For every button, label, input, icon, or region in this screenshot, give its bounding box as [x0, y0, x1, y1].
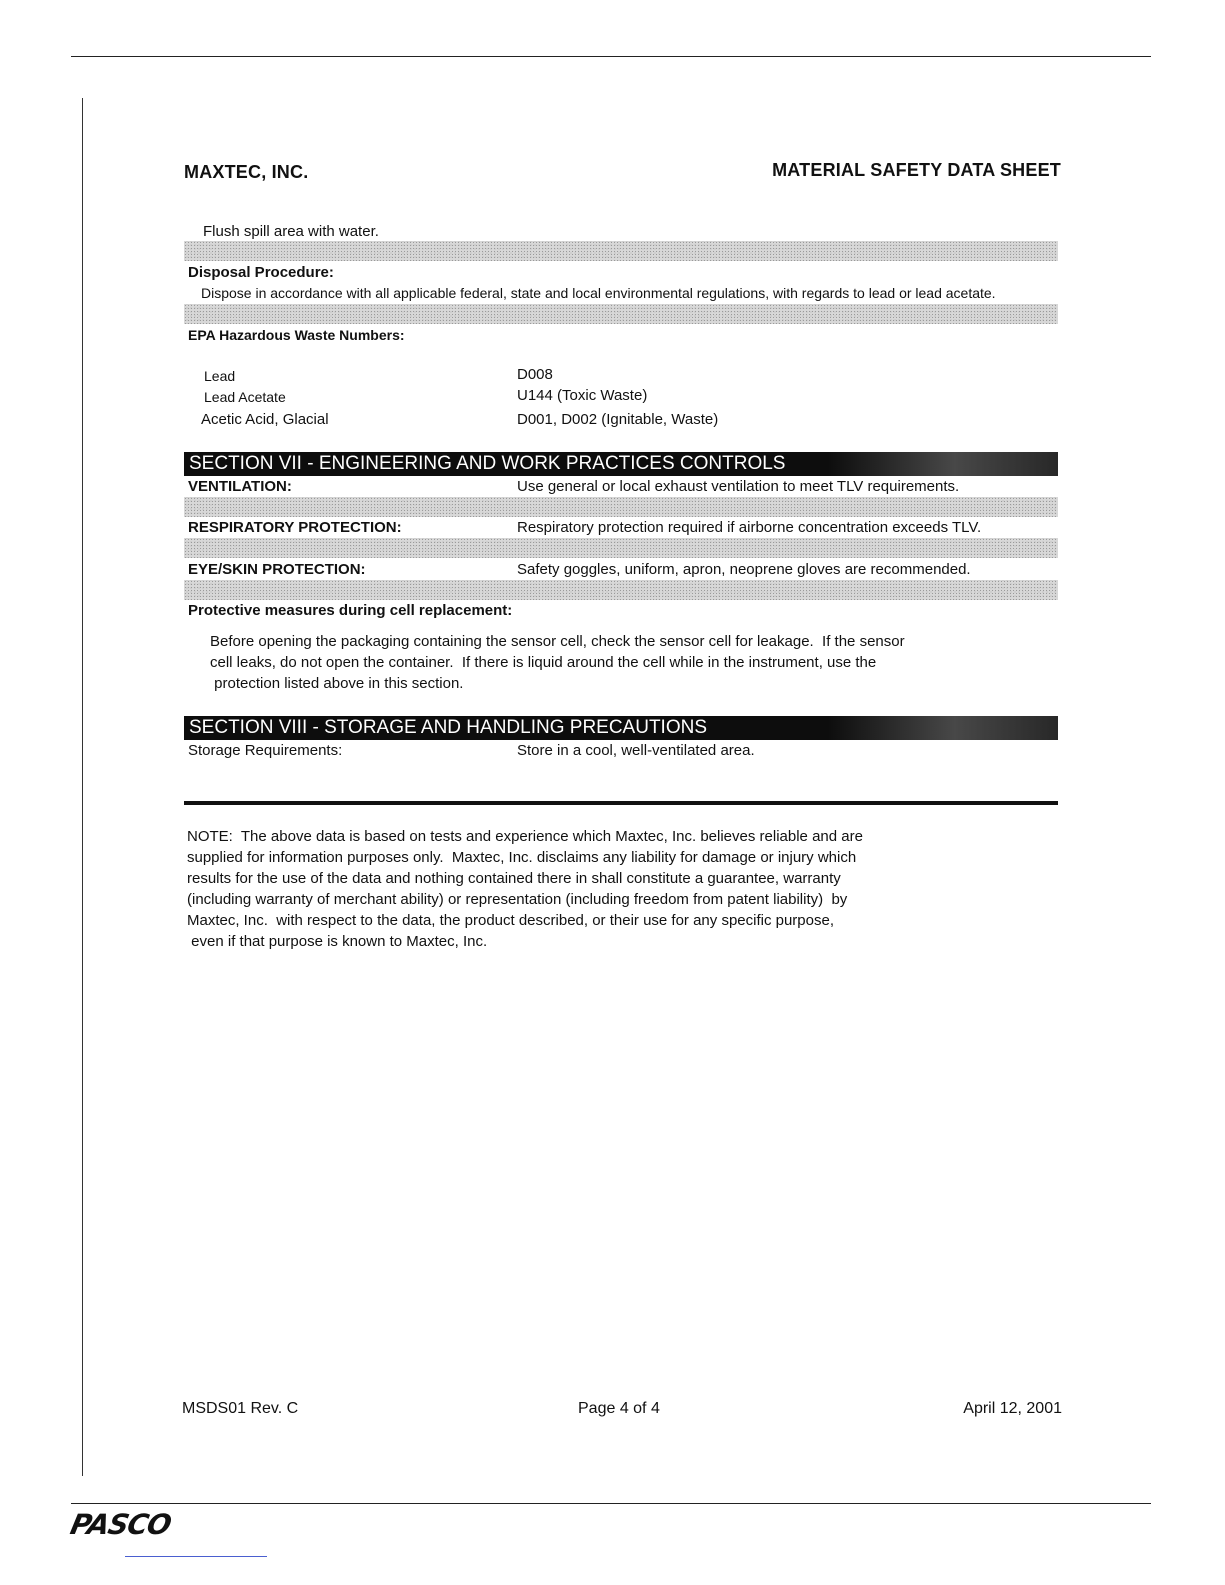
- bottom-rule: [71, 1503, 1151, 1504]
- header-fade: [828, 452, 1058, 476]
- note-line: supplied for information purposes only. Maxtec, Inc. disclaims any liability for damage or injury which: [187, 849, 857, 866]
- eye-skin-value: Safety goggles, uniform, apron, neoprene gloves are recommended.: [517, 561, 971, 578]
- epa-row-code: U144 (Toxic Waste): [517, 387, 648, 404]
- top-rule: [71, 56, 1151, 57]
- epa-heading: EPA Hazardous Waste Numbers:: [188, 327, 405, 343]
- epa-row-code: D008: [517, 366, 553, 383]
- protective-line: cell leaks, do not open the container. If there is liquid around the cell while in the instrument, use the: [210, 654, 877, 671]
- protective-line: Before opening the packaging containing the sensor cell, check the sensor cell for leakage. If the sensor: [210, 633, 905, 650]
- note-line: (including warranty of merchant ability) or representation (including freedom from patent liability) by: [187, 891, 848, 908]
- header-fade: [828, 716, 1058, 740]
- note-line: results for the use of the data and nothing contained there in shall constitute a guarantee, warranty: [187, 870, 841, 887]
- ventilation-label: VENTILATION:: [188, 478, 292, 495]
- document-date: April 12, 2001: [963, 1400, 1062, 1417]
- epa-row-name: Acetic Acid, Glacial: [201, 411, 329, 428]
- ventilation-value: Use general or local exhaust ventilation to meet TLV requirements.: [517, 478, 960, 495]
- page-number: Page 4 of 4: [578, 1400, 660, 1417]
- flush-text: Flush spill area with water.: [203, 223, 379, 240]
- section-vii-header: [184, 452, 1058, 476]
- respiratory-label: RESPIRATORY PROTECTION:: [188, 519, 402, 536]
- epa-row-name: Lead: [204, 368, 236, 384]
- company-name: MAXTEC, INC.: [184, 162, 309, 182]
- note-line: even if that purpose is known to Maxtec, Inc.: [187, 933, 488, 950]
- shaded-band: [184, 580, 1058, 600]
- shaded-band: [184, 304, 1058, 324]
- shaded-band: [184, 538, 1058, 558]
- note-line: Maxtec, Inc. with respect to the data, the product described, or their use for any specific purpose,: [187, 912, 834, 929]
- disclaimer-note: [187, 826, 863, 952]
- section-vii-title: SECTION VII - ENGINEERING AND WORK PRACTICES CONTROLS: [189, 453, 786, 474]
- link-underline: [125, 1556, 267, 1557]
- protective-heading: Protective measures during cell replacement:: [188, 602, 513, 619]
- epa-row-code: D001, D002 (Ignitable, Waste): [517, 411, 719, 428]
- respiratory-value: Respiratory protection required if airborne concentration exceeds TLV.: [517, 519, 982, 536]
- left-margin-rule: [82, 98, 83, 1476]
- protective-line: protection listed above in this section.: [210, 675, 464, 692]
- document-id: MSDS01 Rev. C: [182, 1400, 299, 1417]
- document-title: MATERIAL SAFETY DATA SHEET: [772, 160, 1061, 180]
- shaded-band: [184, 497, 1058, 517]
- eye-skin-label: EYE/SKIN PROTECTION:: [188, 561, 366, 578]
- storage-value: Store in a cool, well-ventilated area.: [517, 742, 755, 759]
- section-viii-title: SECTION VIII - STORAGE AND HANDLING PRECAUTIONS: [189, 717, 708, 738]
- disposal-text: Dispose in accordance with all applicable federal, state and local environmental regulations, with regards to lead or lead acetate.: [201, 285, 996, 301]
- storage-label: Storage Requirements:: [188, 742, 343, 759]
- divider-rule: [184, 801, 1058, 805]
- section-viii-header: [184, 716, 1058, 740]
- shaded-band: [184, 241, 1058, 261]
- pasco-logo: PASCO: [67, 1508, 174, 1541]
- epa-row-name: Lead Acetate: [204, 389, 286, 405]
- note-line: NOTE: The above data is based on tests and experience which Maxtec, Inc. believes reliable and are: [187, 828, 863, 845]
- disposal-heading: Disposal Procedure:: [188, 264, 334, 281]
